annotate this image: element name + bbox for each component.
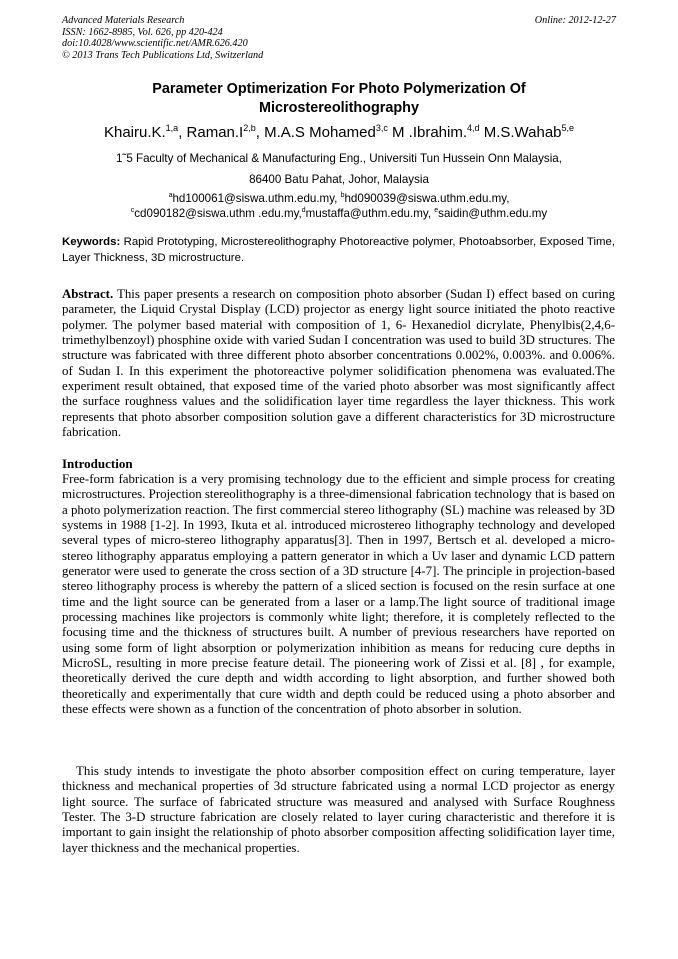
affiliation-line-2: 86400 Batu Pahat, Johor, Malaysia [249, 173, 429, 186]
email-line-1: $^a$hd100061@siswa.uthm.edu.my, $^b$hd090039@siswa.uthm.edu.my, [168, 192, 510, 205]
abstract [62, 287, 615, 440]
email-line-2: $^c$cd090182@siswa.uthm .edu.my,$^d$mustaffa@uthm.edu.my, $^e$saidin@uthm.edu.my [130, 207, 548, 220]
introduction-heading: Introduction [62, 456, 133, 471]
email-address: mustaffa@uthm.edu.my, [305, 207, 435, 220]
email-address: hd100061@siswa.uthm.edu.my, [172, 192, 341, 205]
keywords-label: Keywords: [62, 236, 121, 248]
introduction-paragraph-2: This study intends to investigate the photo absorber composition effect on curing temperature, layer thickness and mechanical properties of 3d structure fabricated using a normal LCD projector as energy light source. The surface of fabricated structure was measured and analysed with Surface Roughness Tester. The 3-D structure fabrication are closely related to layer curing characteristic and therefore it is important to gain insight the relationship of photo absorber composition affecting solidification layer time, layer thickness and the mechanical properties. [62, 764, 615, 855]
author-list [62, 123, 616, 143]
title-line-1: Parameter Optimerization For Photo Polymerization Of [152, 81, 526, 97]
doi-line: doi:10.4028/www.scientific.net/AMR.626.420 [62, 38, 248, 50]
issn-line: ISSN: 1662-8985, Vol. 626, pp 420-424 [62, 26, 223, 38]
affiliation-line-1: 1˜5 Faculty of Mechanical & Manufacturing Eng., Universiti Tun Hussein Onn Malaysia, [116, 152, 562, 165]
author: M.S.Wahab$^{5,e}$ [483, 123, 575, 141]
email-address: cd090182@siswa.uthm .edu.my, [134, 207, 302, 220]
introduction-paragraph-1: Free-form fabrication is a very promising technology due to the efficient and simple process for creating microstructures. Projection stereolithography is a three-dimensional fabrication technology that is based on a photo polymerization reaction. The first commercial stereo lithography (SL) machine was released by 3D systems in 1988 [1-2]. In 1993, Ikuta et al. introduced microstereo lithography technology and developed several types of micro-stereo lithography apparatus[3]. Then in 1997, Bertsch et al. developed a micro-stereo lithography apparatus employing a pattern generator in which a Uv laser and dynamic LCD pattern generator were used to generate the cross section of a 3D structure [4-7]. The principle in projection-based stereo lithography process is whereby the pattern of a sliced section is focused on the resin surface at one time and the light source can be generated from a laser or a lamp.The light source of traditional image processing machines like projectors is commonly white light; therefore, it is completely reflected to the focusing time and the thickness of structures built. A number of previous researchers have reported on using some form of light absorption or polymerization inhibition as means for reducing cure depths in MicroSL, resulting in more precise feature detail. The pioneering work of Zissi et al. [8] , for example, theoretically derived the cure depth and width according to light absorption, and further showed both theoretically and experimentally that cure width and depth could be reduced using a photo absorber and these effects were shown as a function of the concentration of photo absorber in solution. [62, 472, 615, 717]
paper-title [62, 80, 616, 118]
online-date: Online: 2012-12-27 [534, 15, 616, 26]
journal-header [62, 15, 616, 61]
author: $Raman.I^{2,b}$, [186, 123, 265, 141]
abstract-text: This paper presents a research on composition photo absorber (Sudan I) effect based on curing parameter, the Liquid Crystal Display (LCD) projector as energy light source initiated the photo reactive polymer. The polymer based material with composition of 1, 6- Hexanediol dicrylate, Phenylbis(2,4,6-trimethylbenzoyl) phosphine oxide with varied Sudan I concentration was used to build 3D structures. The structure was fabricated with three different photo absorber concentrations 0.002%, 0.003%. and 0.006%. of Sudan I. In this experiment the photoreactive polymer solidification phenomena was evaluated.The experiment result obtained, that exposed time of the varied photo absorber was most significantly affect the surface roughness values and the solidification layer time regardless the layer thickness. This work represents that photo absorber composition solution gave a different characteristics for 3D microstructure fabrication. [62, 287, 615, 440]
author: Khairu.K.$^{1,a}$, [103, 123, 187, 141]
abstract-label: Abstract. [62, 287, 114, 301]
author: M.A.S Mohamed$^{3,c}$ [264, 123, 388, 141]
title-line-2: Microstereolithography [259, 100, 419, 116]
copyright-line: © 2013 Trans Tech Publications Ltd, Switzerland [62, 49, 264, 61]
email-address: saidin@uthm.edu.my [438, 207, 548, 220]
keywords-text: Rapid Prototyping, Microstereolithography Photoreactive polymer, Photoabsorber, Exposed Time, Layer Thickness, 3D microstructure. [62, 236, 615, 264]
journal-name: Advanced Materials Research [62, 15, 185, 26]
email-address: hd090039@siswa.uthm.edu.my, [344, 192, 510, 205]
author: M .Ibrahim.$^{4,d}$ [392, 123, 480, 141]
keywords [62, 235, 615, 266]
